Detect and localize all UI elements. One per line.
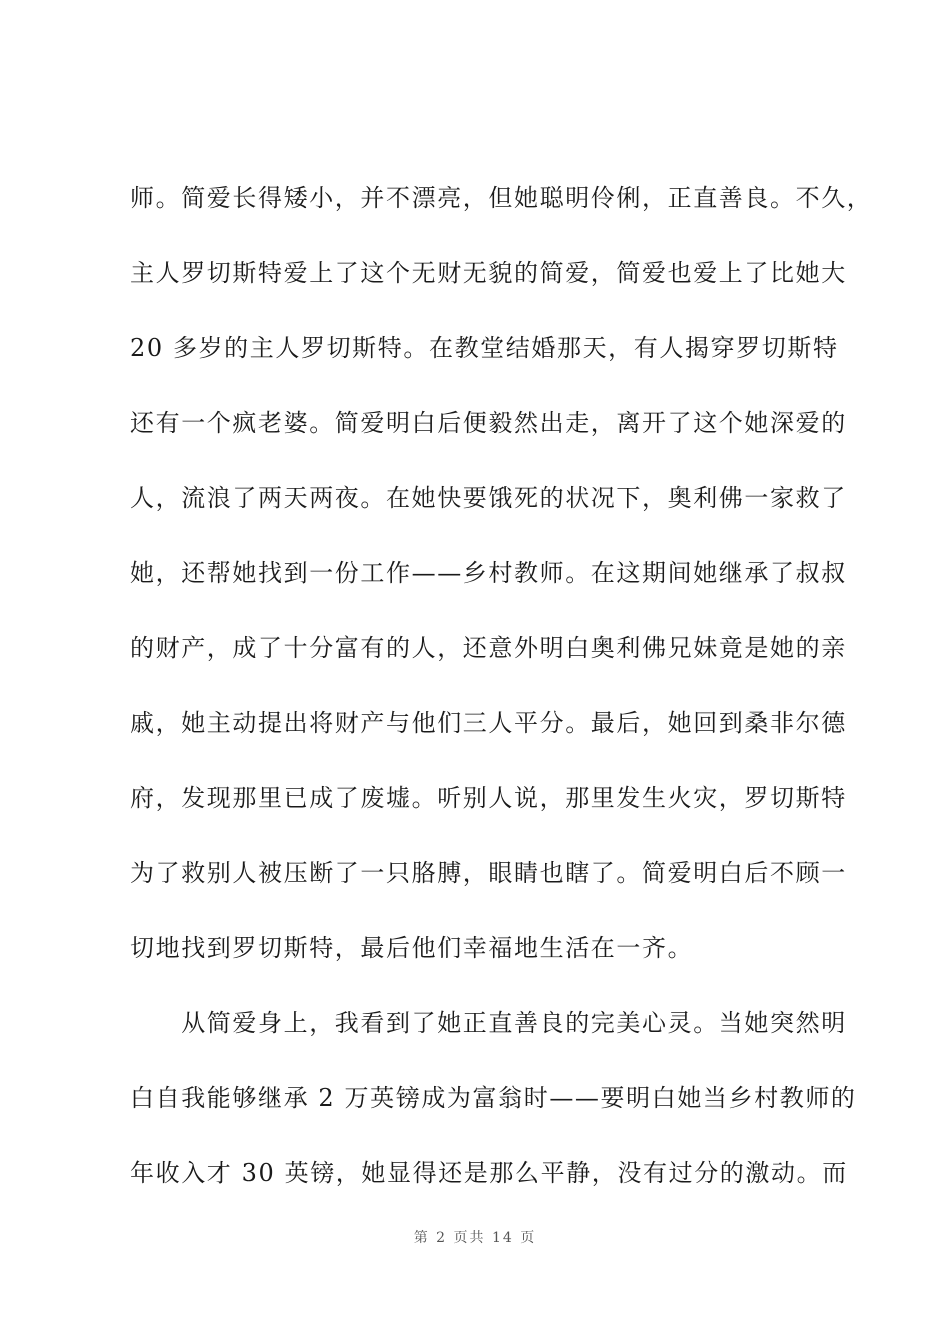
body-text-line: 的财产，成了十分富有的人，还意外明白奥利佛兄妹竟是她的亲 <box>130 634 847 662</box>
body-text-line: 切地找到罗切斯特，最后他们幸福地生活在一齐。 <box>130 934 694 962</box>
body-text-line: 师。简爱长得矮小，并不漂亮，但她聪明伶俐，正直善良。不久， <box>130 184 873 212</box>
body-text-line: 20 多岁的主人罗切斯特。在教堂结婚那天，有人揭穿罗切斯特 <box>130 334 839 362</box>
body-text-line: 府，发现那里已成了废墟。听别人说，那里发生火灾，罗切斯特 <box>130 784 847 812</box>
body-text-line: 还有一个疯老婆。简爱明白后便毅然出走，离开了这个她深爱的 <box>130 409 847 437</box>
body-text-line: 主人罗切斯特爱上了这个无财无貌的简爱，简爱也爱上了比她大 <box>130 259 847 287</box>
body-text-line: 她，还帮她找到一份工作——乡村教师。在这期间她继承了叔叔 <box>130 559 847 587</box>
page-number-footer: 第 2 页共 14 页 <box>413 1230 537 1246</box>
body-text-line: 为了救别人被压断了一只胳膊，眼睛也瞎了。简爱明白后不顾一 <box>130 859 847 887</box>
body-text-line: 人，流浪了两天两夜。在她快要饿死的状况下，奥利佛一家救了 <box>130 484 847 512</box>
body-text-line: 白自我能够继承 2 万英镑成为富翁时——要明白她当乡村教师的 <box>130 1084 857 1112</box>
body-text-line: 戚，她主动提出将财产与他们三人平分。最后，她回到桑非尔德 <box>130 709 847 737</box>
body-text-line: 从简爱身上，我看到了她正直善良的完美心灵。当她突然明 <box>130 1009 847 1037</box>
body-text-line: 年收入才 30 英镑，她显得还是那么平静，没有过分的激动。而 <box>130 1159 848 1187</box>
